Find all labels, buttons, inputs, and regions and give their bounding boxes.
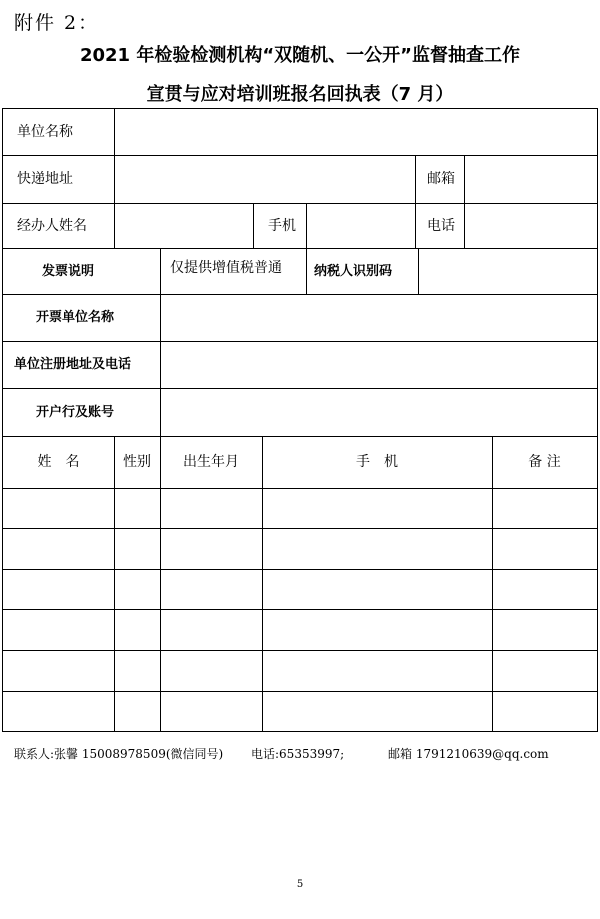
phone-label: 电话 xyxy=(427,217,455,234)
header-gender: 性别 xyxy=(123,454,151,470)
col-divider xyxy=(114,109,115,248)
page-number: 5 xyxy=(296,879,304,890)
col-divider xyxy=(253,203,254,248)
row-divider xyxy=(3,650,597,651)
address-label: 快递地址 xyxy=(17,171,73,187)
header-birth-date: 出生年月 xyxy=(183,454,239,470)
contact-phone: 电话:65353997; xyxy=(251,747,345,761)
header-name: 姓 名 xyxy=(37,454,80,470)
row-divider xyxy=(3,203,597,204)
col-divider xyxy=(306,203,307,248)
unit-name-label: 单位名称 xyxy=(17,124,73,140)
col-divider xyxy=(418,248,419,294)
handler-name-label: 经办人姓名 xyxy=(17,217,87,234)
invoice-value: 仅提供增值税普通 xyxy=(170,260,282,276)
mobile-label: 手机 xyxy=(268,217,296,234)
registration-form xyxy=(2,108,598,732)
bank-account-label: 开户行及账号 xyxy=(36,404,115,420)
invoice-label: 发票说明 xyxy=(42,263,95,279)
col-divider xyxy=(160,248,161,436)
row-divider xyxy=(3,609,597,610)
row-divider xyxy=(3,488,597,489)
contact-person: 联系人:张馨 15008978509(微信同号) xyxy=(14,747,224,761)
col-divider xyxy=(306,248,307,294)
row-divider xyxy=(3,691,597,692)
header-remarks: 备 注 xyxy=(528,454,561,470)
title-line-1: 2021 年检验检测机构“双随机、一公开”监督抽查工作 xyxy=(79,45,521,66)
title-line-2: 宣贯与应对培训班报名回执表（7 月） xyxy=(146,84,454,105)
taxpayer-id-label: 纳税人识别码 xyxy=(314,263,393,279)
contact-mailbox: 邮箱 1791210639@qq.com xyxy=(388,747,549,761)
row-divider xyxy=(3,155,597,156)
contact-footer xyxy=(14,745,549,762)
mailbox-label: 邮箱 xyxy=(427,171,455,187)
invoice-unit-label: 开票单位名称 xyxy=(36,310,115,325)
registered-address-label: 单位注册地址及电话 xyxy=(14,357,132,372)
header-mobile: 手 机 xyxy=(356,454,398,470)
col-divider xyxy=(415,155,416,248)
row-divider xyxy=(3,528,597,529)
col-divider xyxy=(464,155,465,248)
row-divider xyxy=(3,569,597,570)
attachment-label: 附件 2： xyxy=(14,12,100,34)
